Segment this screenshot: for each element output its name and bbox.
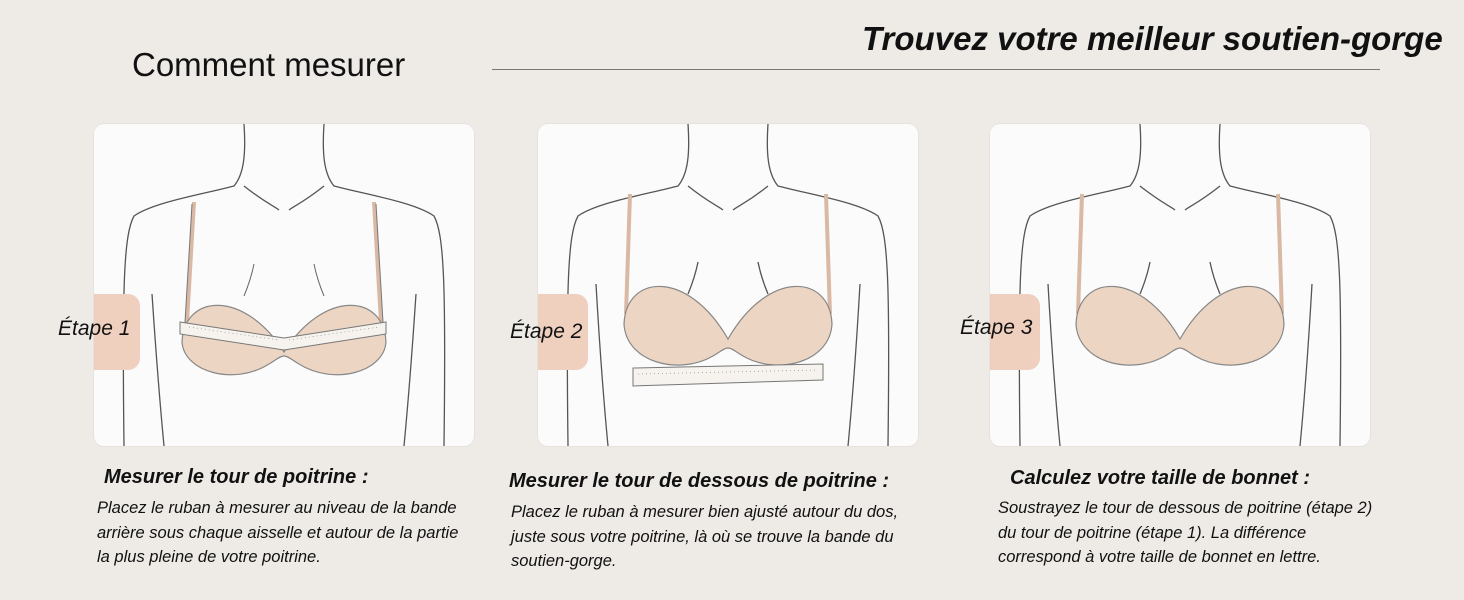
page-title: Comment mesurer (132, 46, 406, 83)
page-subtitle: Trouvez votre meilleur soutien-gorge (862, 20, 1443, 57)
step-3-description: Soustrayez le tour de dessous de poitrine (étape 2) du tour de poitrine (étape 1). La différence correspond à votre taille de bonnet en lettre. (998, 499, 1373, 566)
step-1-description: Placez le ruban à mesurer au niveau de la bande arrière sous chaque aisselle et autour de la partie la plus pleine de votre poitrine. (97, 499, 459, 566)
step-2-description: Placez le ruban à mesurer bien ajusté autour du dos, juste sous votre poitrine, là où se trouve la bande du soutien-gorge. (511, 503, 899, 570)
header-divider (492, 69, 1380, 70)
step-1-label: Étape 1 (58, 317, 131, 340)
step-3-title: Calculez votre taille de bonnet : (1010, 467, 1311, 489)
step-1-title: Mesurer le tour de poitrine : (104, 466, 369, 488)
step-1-illustration (94, 124, 474, 446)
step-3-illustration (990, 124, 1370, 446)
step-3-label: Étape 3 (960, 316, 1033, 339)
step-2-illustration (538, 124, 918, 446)
step-2-title: Mesurer le tour de dessous de poitrine : (509, 470, 890, 492)
step-2-label: Étape 2 (510, 320, 583, 343)
